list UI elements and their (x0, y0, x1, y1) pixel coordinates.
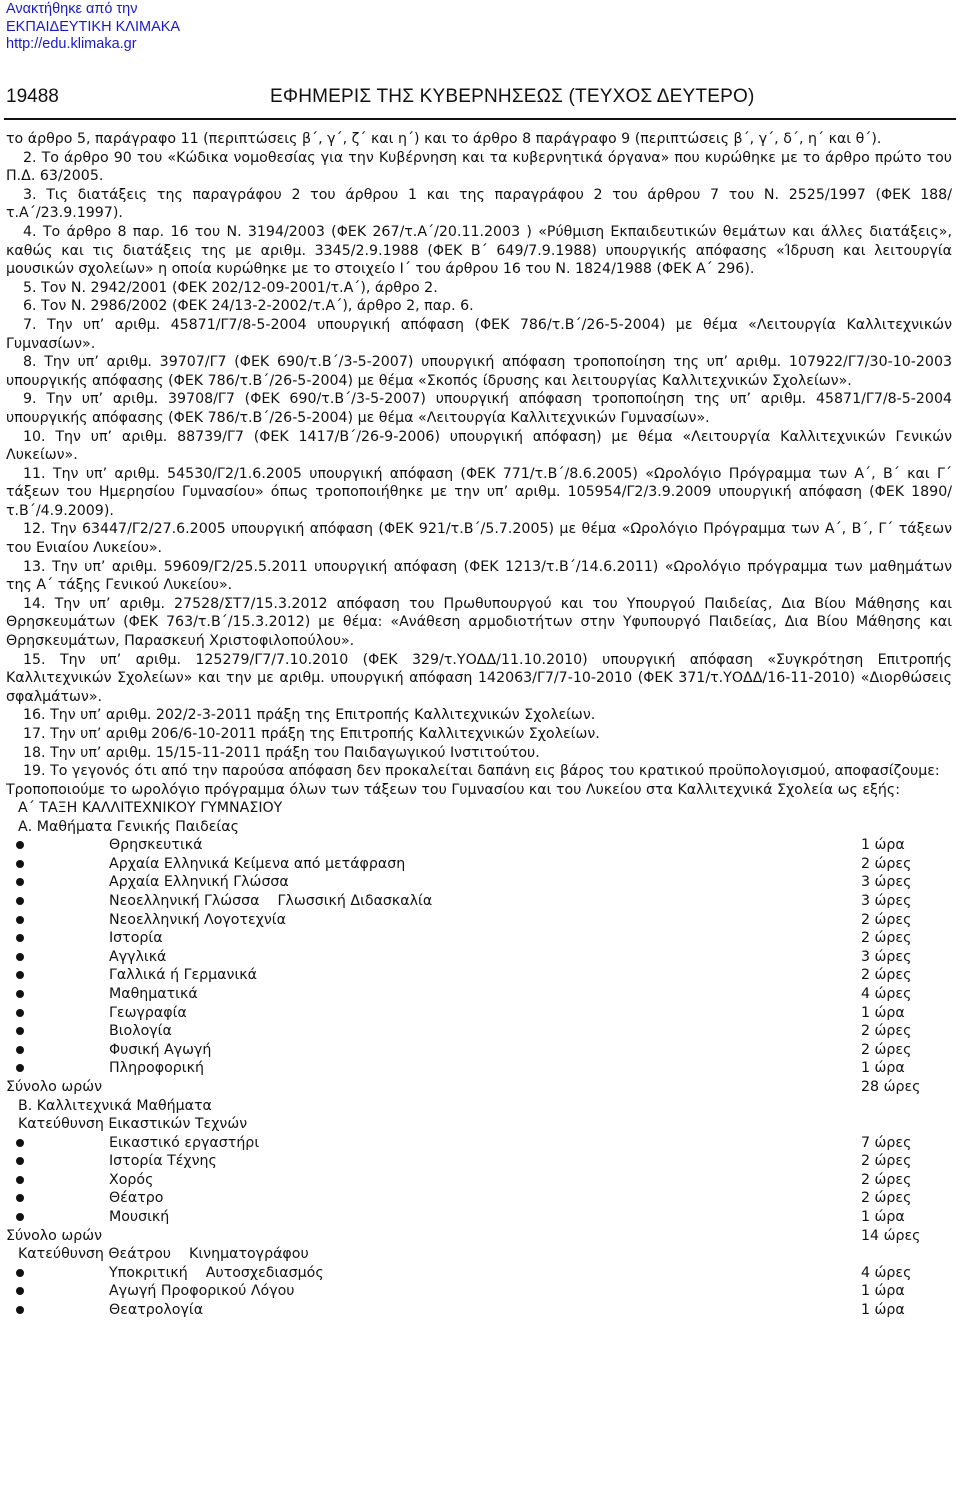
paragraph: το άρθρο 5, παράγραφο 11 (περιπτώσεις β΄, γ΄, ζ΄ και η΄) και το άρθρο 8 παράγραφο 9 (περιπτώσεις β΄, γ΄, δ΄, η΄ και θ΄). (6, 131, 882, 147)
subject-name: Μαθηματικά (109, 985, 198, 1002)
bullet-icon (16, 1009, 24, 1017)
schedule-item (6, 836, 952, 855)
paragraph: 9. Την υπ’ αριθμ. 39708/Γ7 (ΦΕΚ 690/τ.Β΄/3-5-2007) υπουργική απόφαση τροποποίηση της υπ’ αριθμ. 45871/Γ7/8-5-2004 υπουργικής απόφασης (ΦΕΚ 786/τ.Β΄/26-5-2004) με θέμα «Λειτουργία Καλλιτεχνικών Γυμνασίων». (6, 391, 952, 426)
subject-name: Γαλλικά ή Γερμανικά (109, 967, 257, 984)
paragraph: 17. Την υπ’ αριθμ 206/6-10-2011 πράξη της Επιτροπής Καλλιτεχνικών Σχολείων. (23, 726, 600, 742)
subject-name: Υποκριτική Αυτοσχεδιασμός (109, 1264, 324, 1281)
schedule-heading (6, 799, 952, 818)
subject-hours: 1 ώρα (861, 1060, 905, 1077)
subject-hours: 2 ώρες (861, 930, 912, 947)
paragraph: 15. Την υπ’ αριθμ. 125279/Γ7/7.10.2010 (ΦΕΚ 329/τ.ΥΟΔΔ/11.10.2010) υπουργική απόφαση «Συγκρότηση Επιτροπής Καλλιτεχνικών Σχολείων» και την με αριθμ. υπουργική απόφαση 142063/Γ7/7-10-2010 (ΦΕΚ 371/τ.ΥΟΔΔ/16-11-2010) «Διορθώσεις σφαλμάτων». (6, 651, 952, 705)
subject-hours: 3 ώρες (861, 948, 912, 965)
subject-hours: 7 ώρες (861, 1134, 912, 1151)
schedule-item (6, 1152, 952, 1171)
subject-hours: 2 ώρες (861, 1023, 912, 1040)
bullet-icon (16, 1176, 24, 1184)
subject-name: Αγγλικά (109, 948, 167, 965)
subject-hours: 1 ώρα (861, 1004, 905, 1021)
subject-name: Αρχαία Ελληνικά Κείμενα από μετάφραση (109, 855, 406, 872)
paragraph: 7. Την υπ’ αριθμ. 45871/Γ7/8-5-2004 υπουργική απόφαση (ΦΕΚ 786/τ.Β΄/26-5-2004) με θέμα «Λειτουργία Καλλιτεχνικών Γυμνασίων». (6, 316, 952, 352)
header-divider (4, 118, 956, 120)
subject-name: Εικαστικό εργαστήρι (109, 1134, 260, 1151)
paragraph: 12. Την 63447/Γ2/27.6.2005 υπουργική απόφαση (ΦΕΚ 921/τ.Β΄/5.7.2005) με θέμα «Ωρολόγιο Πρόγραμμα των Α΄, Β΄, Γ΄ τάξεων του Ενιαίου Λυκείου». (6, 521, 952, 557)
bullet-icon (16, 1287, 24, 1295)
paragraph: 6. Τον Ν. 2986/2002 (ΦΕΚ 24/13-2-2002/τ.Α΄), άρθρο 2, παρ. 6. (23, 298, 474, 315)
schedule-item (6, 1022, 952, 1041)
source-link[interactable]: http://edu.klimaka.gr (6, 36, 137, 52)
bullet-icon (16, 971, 24, 979)
subject-hours: 1 ώρα (861, 1209, 905, 1226)
paragraph: 8. Την υπ’ αριθμ. 39707/Γ7 (ΦΕΚ 690/τ.Β΄/3-5-2007) υπουργική απόφαση τροποποίηση της υπ’ αριθμ. 107922/Γ7/30-10-2003 υπουργικής απόφασης (ΦΕΚ 786/τ.Β΄/26-5-2004) με θέμα «Σκοπός ίδρυσης και λειτουργίας Καλλιτεχνικών Σχολείων». (6, 354, 952, 389)
subject-name: Θέατρο (109, 1190, 164, 1207)
subject-hours: 1 ώρα (861, 1283, 905, 1300)
page-header (6, 86, 954, 110)
heading-text: Β. Καλλιτεχνικά Μαθήματα (18, 1097, 212, 1114)
subject-hours: 2 ώρες (861, 855, 912, 872)
paragraph: 4. Το άρθρο 8 παρ. 16 του Ν. 3194/2003 (ΦΕΚ 267/τ.Α΄/20.11.2003 ) «Ρύθμιση Εκπαιδευτικών θεμάτων και άλλες διατάξεις», καθώς και τις διατάξεις της με αριθμ. 3345/2.9.1988 (ΦΕΚ Β΄ 649/7.9.1988) υπουργικής απόφασης «Ίδρυση και λειτουργία μουσικών σχολείων» η οποία κυρώθηκε με το στοιχείο Ι΄ του άρθρου 16 του Ν. 1824/1988 (ΦΕΚ Α΄ 296). (6, 223, 952, 278)
total-hours-row (6, 1227, 952, 1246)
heading-text: Α΄ ΤΑΞΗ ΚΑΛΛΙΤΕΧΝΙΚΟΥ ΓΥΜΝΑΣΙΟΥ (18, 800, 283, 816)
bullet-icon (16, 1194, 24, 1202)
paragraph: 10. Την υπ’ αριθμ. 88739/Γ7 (ΦΕΚ 1417/Β΄/26-9-2006) υπουργική απόφαση) με θέμα «Λειτουργία Καλλιτεχνικών Γενικών Λυκείων». (6, 428, 952, 464)
schedule-item (6, 855, 952, 874)
subject-hours: 1 ώρα (861, 837, 905, 854)
schedule-heading (6, 1245, 952, 1264)
paragraph: 2. Το άρθρο 90 του «Κώδικα νομοθεσίας για την Κυβέρνηση και τα κυβερνητικά όργανα» που κυρώθηκε με το άρθρο πρώτο του Π.Δ. 63/2005. (6, 149, 952, 185)
subject-name: Ιστορία Τέχνης (109, 1153, 217, 1170)
paragraph: 18. Την υπ’ αριθμ. 15/15-11-2011 πράξη του Παιδαγωγικού Ινστιτούτου. (23, 744, 540, 761)
subject-name: Βιολογία (109, 1023, 172, 1040)
heading-text: Α. Μαθήματα Γενικής Παιδείας (18, 818, 239, 835)
schedule-item (6, 1189, 952, 1208)
subject-hours: 2 ώρες (861, 1171, 912, 1188)
source-line-2: ΕΚΠΑΙΔΕΥΤΙΚΗ ΚΛΙΜΑΚΑ (6, 18, 181, 35)
paragraph: 3. Τις διατάξεις της παραγράφου 2 του άρθρου 1 και της παραγράφου 2 του άρθρου 7 του Ν. 2525/1997 (ΦΕΚ 188/τ.Α΄/23.9.1997). (6, 186, 952, 222)
paragraph: Τροποποιούμε το ωρολόγιο πρόγραμμα όλων των τάξεων του Γυμνασίου και του Λυκείου στα Καλλιτεχνικά Σχολεία ως εξής: (6, 781, 901, 798)
heading-text: Κατεύθυνση Θεάτρου Κινηματογράφου (18, 1246, 309, 1263)
bullet-icon (16, 1139, 24, 1147)
subject-name: Μουσική (109, 1209, 170, 1226)
subject-name: Αρχαία Ελληνική Γλώσσα (109, 874, 289, 891)
paragraph: 13. Την υπ’ αριθμ. 59609/Γ2/25.5.2011 υπουργική απόφαση (ΦΕΚ 1213/τ.Β΄/14.6.2011) «Ωρολόγιο πρόγραμμα των μαθημάτων της Α΄ τάξης Γενικού Λυκείου». (6, 558, 952, 594)
bullet-icon (16, 1306, 24, 1314)
total-label: Σύνολο ωρών (6, 1078, 103, 1095)
source-watermark (6, 1, 180, 54)
schedule-item (6, 929, 952, 948)
heading-text: Κατεύθυνση Εικαστικών Τεχνών (18, 1116, 248, 1133)
subject-name: Θρησκευτικά (109, 837, 203, 854)
bullet-icon (16, 1213, 24, 1221)
schedule-item (6, 966, 952, 985)
schedule-item (6, 1301, 952, 1320)
schedule-item (6, 1282, 952, 1301)
subject-hours: 2 ώρες (861, 1041, 912, 1058)
subject-hours: 1 ώρα (861, 1302, 905, 1319)
subject-hours: 3 ώρες (861, 892, 912, 909)
bullet-icon (16, 1027, 24, 1035)
subject-hours: 2 ώρες (861, 911, 912, 928)
schedule-item (6, 911, 952, 930)
document-body (6, 130, 952, 799)
bullet-icon (16, 990, 24, 998)
paragraph: 11. Την υπ’ αριθμ. 54530/Γ2/1.6.2005 υπουργική απόφαση (ΦΕΚ 771/τ.Β΄/8.6.2005) «Ωρολόγιο Πρόγραμμα των Α΄, Β΄ και Γ΄ τάξεων του Ημερησίου Γυμνασίου» όπως τροποποιήθηκε με την υπ’ αριθμ. 105954/Γ2/3.9.2009 υπουργική απόφαση (ΦΕΚ 1890/τ.Β΄/4.9.2009). (6, 465, 952, 519)
subject-name: Πληροφορική (109, 1060, 204, 1077)
total-hours-row (6, 1078, 952, 1097)
schedule-heading (6, 1097, 952, 1116)
bullet-icon (16, 916, 24, 924)
subject-hours: 2 ώρες (861, 1190, 912, 1207)
schedule-item (6, 1208, 952, 1227)
schedule-item (6, 1004, 952, 1023)
subject-hours: 4 ώρες (861, 985, 912, 1002)
total-hours: 28 ώρες (861, 1078, 921, 1095)
bullet-icon (16, 934, 24, 942)
subject-name: Αγωγή Προφορικού Λόγου (109, 1283, 295, 1300)
subject-name: Θεατρολογία (109, 1302, 204, 1319)
paragraph: 14. Την υπ’ αριθμ. 27528/ΣΤ7/15.3.2012 απόφαση του Πρωθυπουργού και του Υπουργού Παιδείας, Δια Βίου Μάθησης και Θρησκευμάτων (ΦΕΚ 763/τ.Β΄/15.3.2012) με θέμα: «Ανάθεση αρμοδιοτήτων στην Υφυπουργό Παιδείας, Δια Βίου Μάθησης και Θρησκευμάτων, Παρασκευή Χριστοφιλοπούλου». (6, 595, 952, 650)
page-number: 19488 (6, 86, 59, 107)
bullet-icon (16, 841, 24, 849)
schedule-list (6, 799, 952, 1320)
gazette-title: ΕΦΗΜΕΡΙΣ ΤΗΣ ΚΥΒΕΡΝΗΣΕΩΣ (ΤΕΥΧΟΣ ΔΕΥΤΕΡΟ) (270, 86, 755, 107)
subject-hours: 2 ώρες (861, 967, 912, 984)
bullet-icon (16, 1157, 24, 1165)
bullet-icon (16, 897, 24, 905)
paragraph: 5. Τον Ν. 2942/2001 (ΦΕΚ 202/12-09-2001/τ.Α΄), άρθρο 2. (23, 279, 438, 296)
subject-hours: 3 ώρες (861, 874, 912, 891)
schedule-item (6, 1041, 952, 1060)
schedule-heading (6, 1115, 952, 1134)
bullet-icon (16, 860, 24, 868)
subject-name: Ιστορία (109, 930, 163, 947)
schedule-item (6, 873, 952, 892)
schedule-heading (6, 818, 952, 837)
subject-name: Νεοελληνική Γλώσσα Γλωσσική Διδασκαλία (109, 892, 433, 909)
subject-name: Γεωγραφία (109, 1004, 187, 1021)
subject-name: Χορός (109, 1171, 154, 1188)
bullet-icon (16, 1046, 24, 1054)
total-label: Σύνολο ωρών (6, 1227, 103, 1244)
bullet-icon (16, 1064, 24, 1072)
bullet-icon (16, 878, 24, 886)
subject-name: Φυσική Αγωγή (109, 1041, 212, 1058)
subject-name: Νεοελληνική Λογοτεχνία (109, 911, 286, 928)
schedule-item (6, 892, 952, 911)
schedule-item (6, 985, 952, 1004)
schedule-item (6, 948, 952, 967)
subject-hours: 2 ώρες (861, 1153, 912, 1170)
source-line-1: Ανακτήθηκε από την (6, 1, 138, 17)
subject-hours: 4 ώρες (861, 1264, 912, 1281)
paragraph: 16. Την υπ’ αριθμ. 202/2-3-2011 πράξη της Επιτροπής Καλλιτεχνικών Σχολείων. (23, 707, 596, 724)
paragraph: 19. Το γεγονός ότι από την παρούσα απόφαση δεν προκαλείται δαπάνη εις βάρος του κρατικού προϋπολογισμού, αποφασίζουμε: (23, 763, 940, 780)
schedule-item (6, 1059, 952, 1078)
schedule-item (6, 1134, 952, 1153)
total-hours: 14 ώρες (861, 1227, 921, 1244)
bullet-icon (16, 1269, 24, 1277)
schedule-item (6, 1171, 952, 1190)
schedule-item (6, 1264, 952, 1283)
bullet-icon (16, 953, 24, 961)
